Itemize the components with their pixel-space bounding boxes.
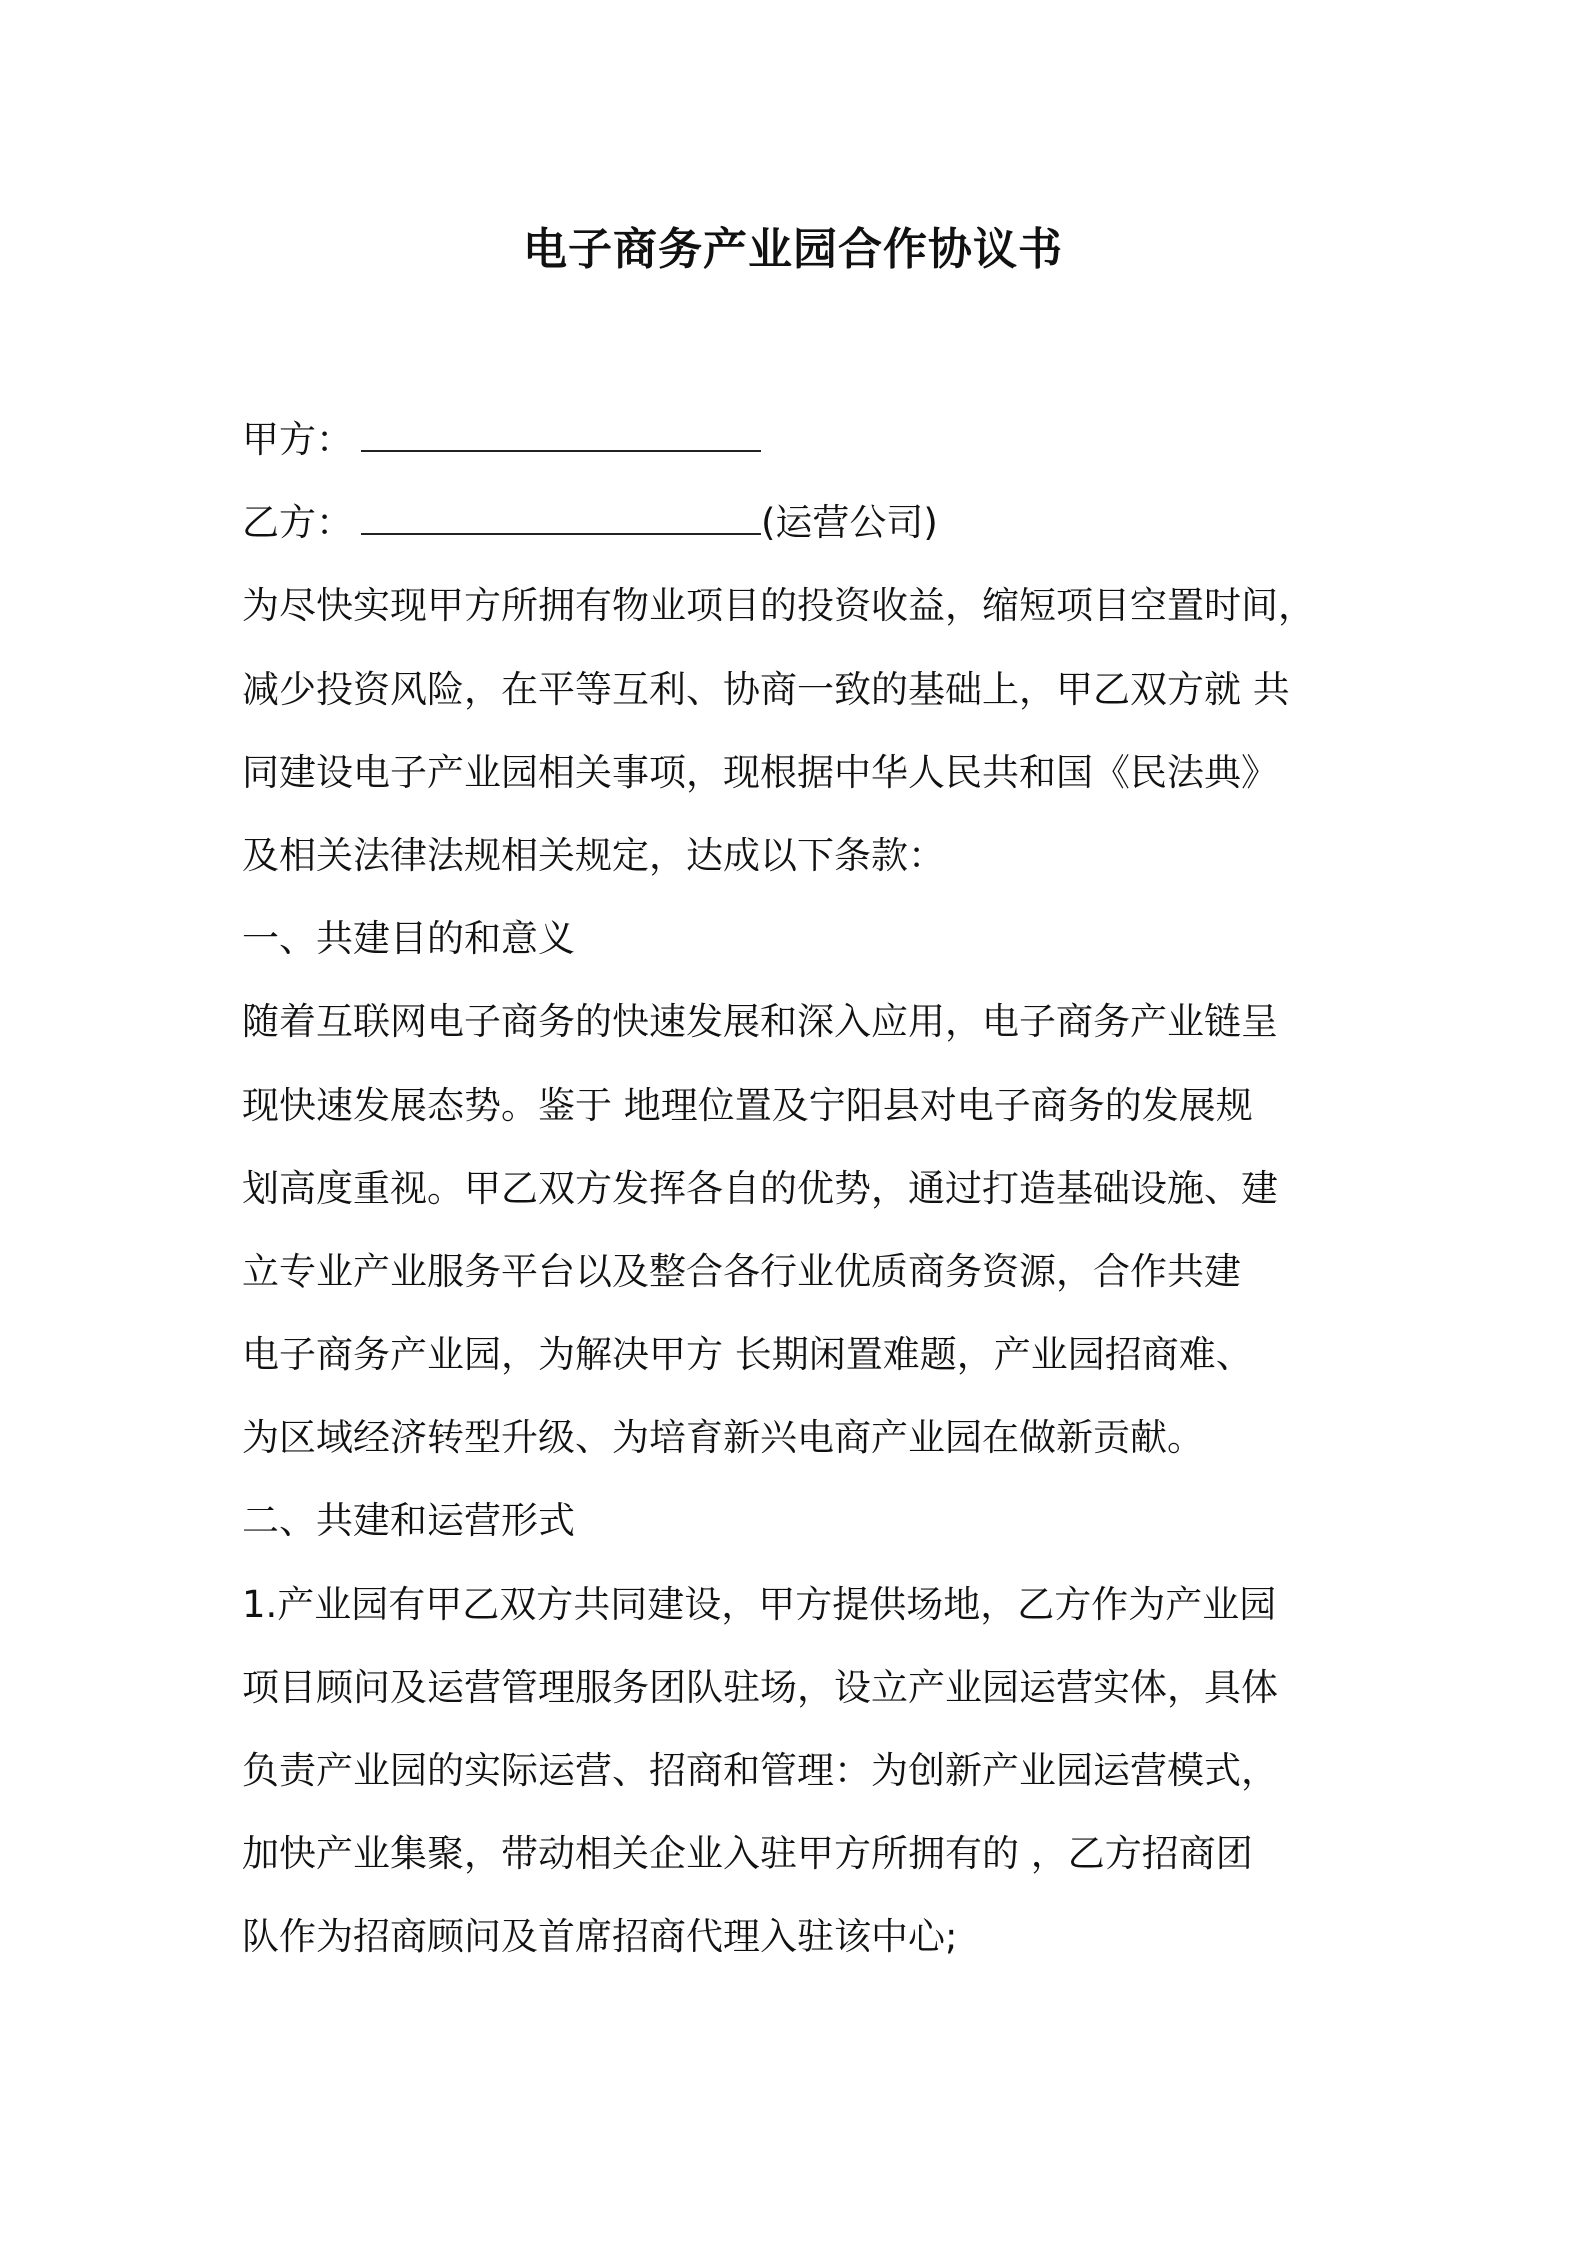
body-line: 现快速发展态势。鉴于 地理位置及宁阳县对电子商务的发展规 bbox=[242, 1083, 1253, 1127]
party-b-label: 乙方： bbox=[242, 501, 353, 545]
party-a-label: 甲方： bbox=[242, 418, 353, 461]
section-heading-2: 二、共建和运营形式 bbox=[242, 1499, 575, 1543]
body-line: 为尽快实现甲方所拥有物业项目的投资收益，缩短项目空置时间， bbox=[242, 584, 1315, 628]
party-a-line bbox=[242, 398, 1372, 481]
body-line: 负责产业园的实际运营、招商和管理：为创新产业园运营模式， bbox=[242, 1749, 1278, 1792]
body-line: 同建设电子产业园相关事项，现根据中华人民共和国《民法典》 bbox=[242, 750, 1278, 794]
body-line: 电子商务产业园，为解决甲方 长期闲置难题，产业园招商难、 bbox=[242, 1333, 1253, 1377]
document-body bbox=[242, 398, 1372, 1979]
body-line: 及相关法律法规相关规定，达成以下条款： bbox=[242, 833, 945, 877]
body-line: 减少投资风险，在平等互利、协商一致的基础上，甲乙双方就 共 bbox=[242, 667, 1290, 711]
body-line: 项目顾问及运营管理服务团队驻场，设立产业园运营实体，具体 bbox=[242, 1665, 1278, 1709]
body-line: 队作为招商顾问及首席招商代理入驻该中心; bbox=[242, 1915, 958, 1959]
party-b-blank bbox=[361, 503, 761, 535]
section-heading-1: 一、共建目的和意义 bbox=[242, 917, 575, 961]
body-line: 立专业产业服务平台以及整合各行业优质商务资源，合作共建 bbox=[242, 1249, 1241, 1293]
body-line: 划高度重视。甲乙双方发挥各自的优势，通过打造基础设施、建 bbox=[242, 1166, 1278, 1210]
party-b-line bbox=[242, 481, 1372, 564]
body-line: 加快产业集聚，带动相关企业入驻甲方所拥有的 ，乙方招商团 bbox=[242, 1832, 1253, 1876]
document-title: 电子商务产业园合作协议书 bbox=[523, 224, 1063, 275]
body-line: 1.产业园有甲乙双方共同建设，甲方提供场地，乙方作为产业园 bbox=[242, 1582, 1277, 1626]
body-line: 随着互联网电子商务的快速发展和深入应用，电子商务产业链呈 bbox=[242, 1000, 1278, 1044]
body-line: 为区域经济转型升级、为培育新兴电商产业园在做新贡献。 bbox=[242, 1416, 1204, 1460]
party-a-blank bbox=[361, 420, 761, 452]
party-b-suffix: (运营公司) bbox=[761, 501, 938, 545]
